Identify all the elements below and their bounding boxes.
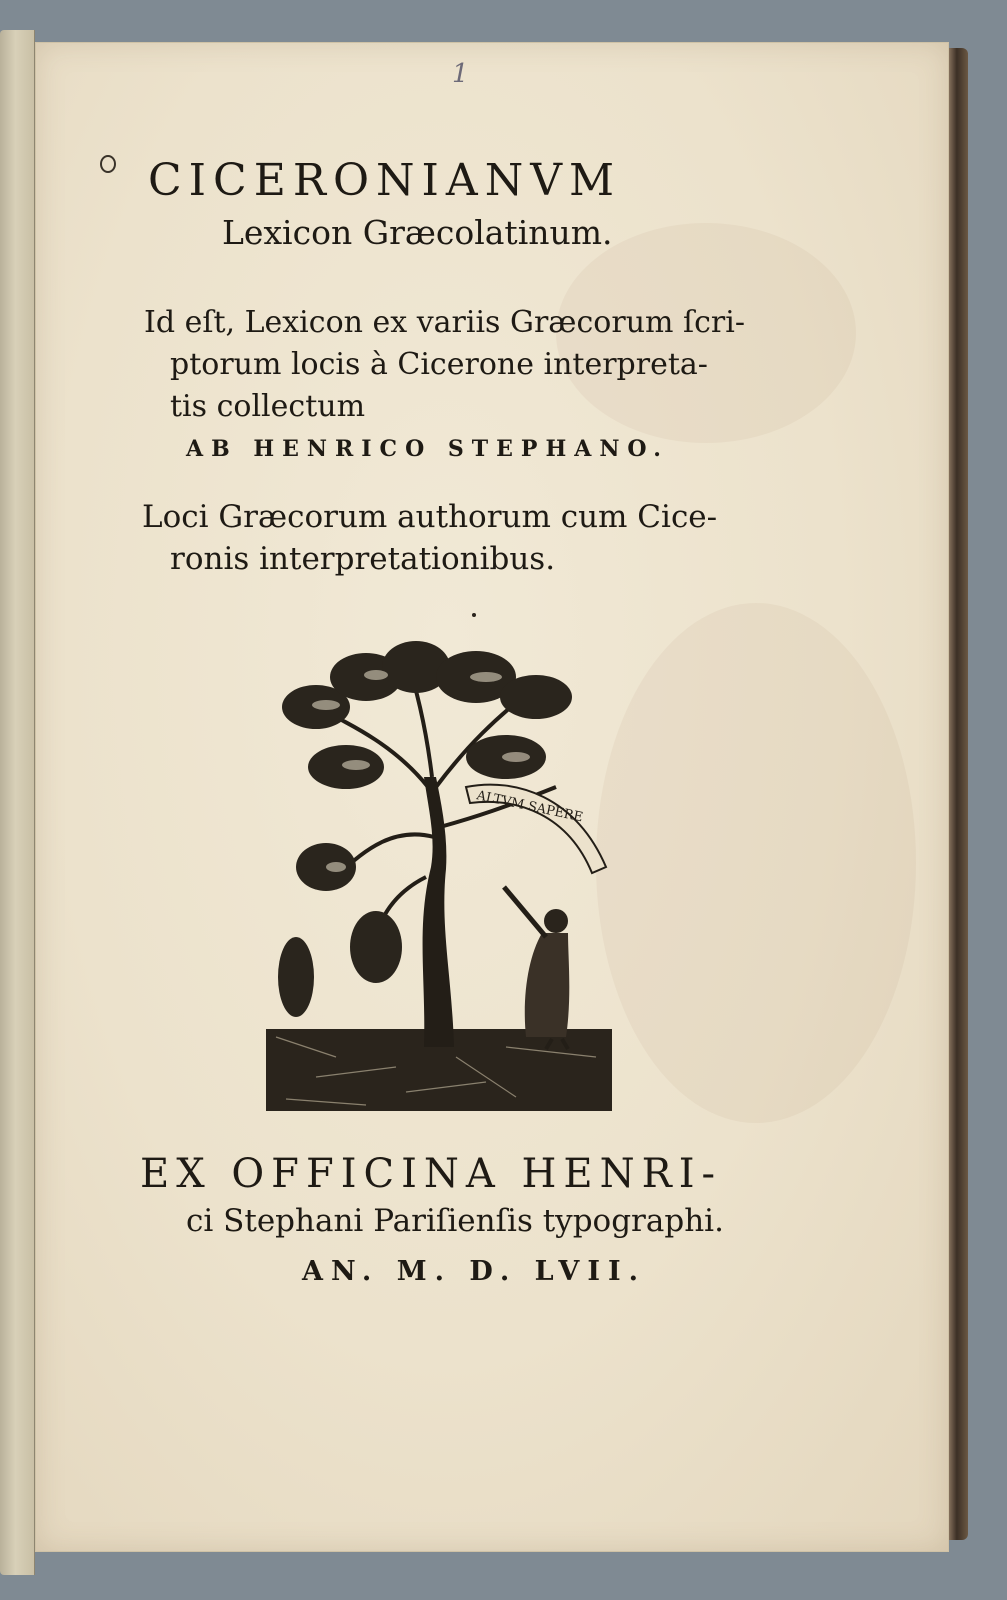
printer-device-woodcut [256,637,616,1123]
imprint-date: AN. M. D. LVII. [302,1256,647,1287]
loci-line-1: Loci Græcorum authorum cum Cice- [142,499,718,535]
subtitle-line-3: tis collectum [170,389,366,424]
title-line-2: Lexicon Græcolatinum. [222,213,613,252]
circle-mark [100,155,116,173]
facing-page-edge [0,30,35,1575]
paper-stain [596,603,916,1123]
title-page [35,42,949,1552]
scholar-head [544,909,568,933]
motto-text: ALTVM SAPERE [475,788,585,826]
imprint-line-2: ci Stephani Pariſienſis typographi. [186,1203,724,1239]
author-line: AB HENRICO STEPHANO. [186,436,669,462]
subtitle-line-1: Id eſt, Lexicon ex variis Græcorum ſcri- [144,305,745,340]
printer-dot [472,613,476,617]
loci-line-2: ronis interpretationibus. [170,541,556,577]
scholar-robe [525,933,570,1037]
subtitle-line-2: ptorum locis à Cicerone interpreta- [170,347,708,382]
title-line-1: CICERONIANVM [148,155,622,206]
scholar-arm [504,887,546,937]
imprint-line-1: EX OFFICINA HENRI- [140,1151,723,1197]
shelf-mark: 1 [452,59,469,89]
tree-trunk [423,777,454,1047]
